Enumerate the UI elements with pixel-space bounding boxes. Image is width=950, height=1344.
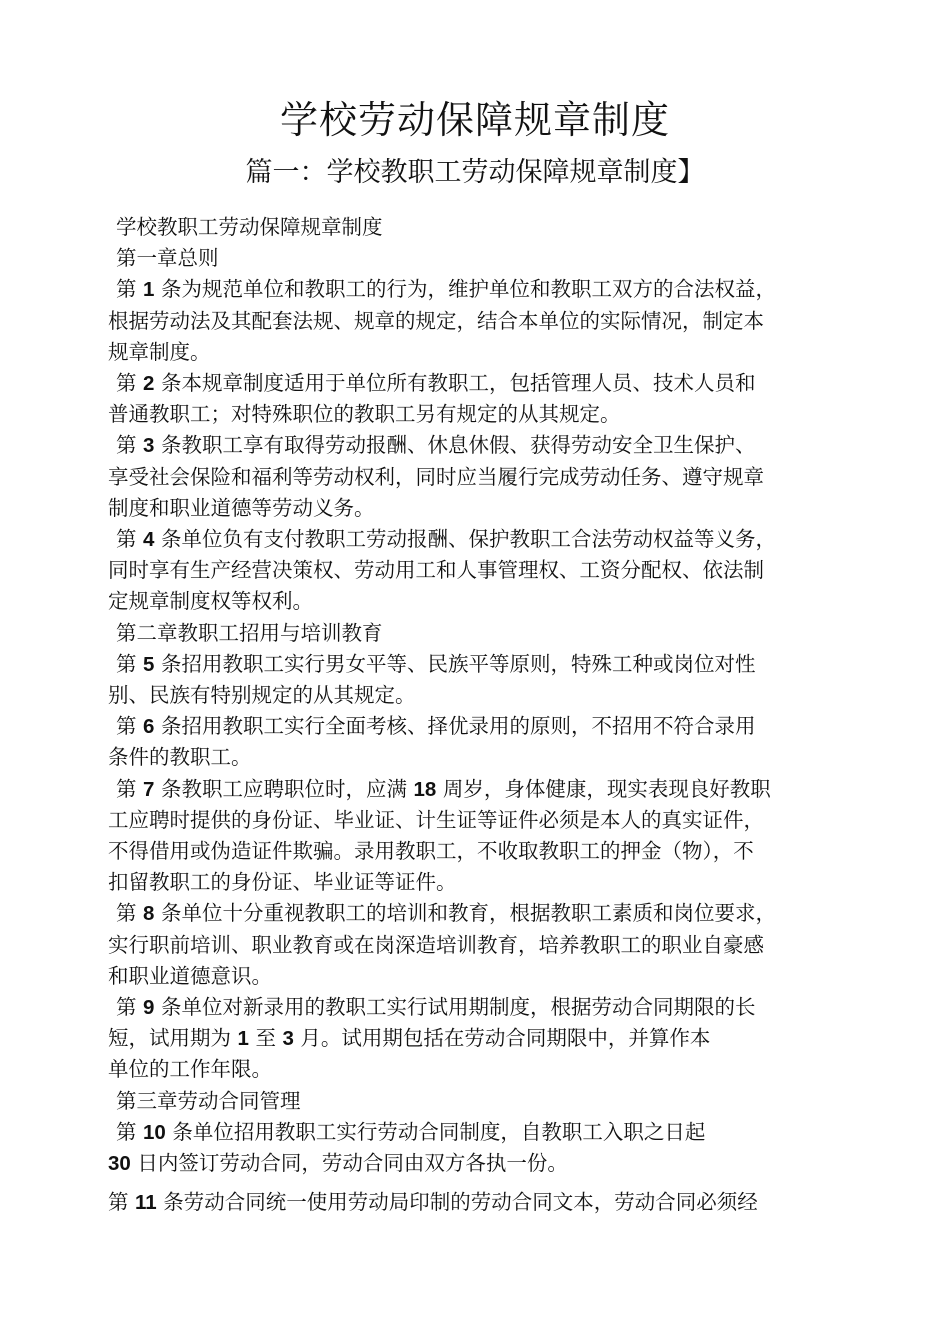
article-number: 11: [135, 1191, 157, 1215]
paragraph-line: 第 4 条单位负有支付教职工劳动报酬、保护教职工合法劳动权益等义务，: [116, 527, 776, 552]
paragraph-line: 工应聘时提供的身份证、毕业证、计生证等证件必须是本人的真实证件，: [108, 807, 764, 832]
article-number: 3: [282, 1027, 294, 1051]
article-number: 1: [143, 278, 155, 302]
paragraph-line: 定规章制度权等权利。: [108, 589, 313, 614]
paragraph-line: 短，试用期为 1 至 3 月。试用期包括在劳动合同期限中，并算作本: [108, 1026, 711, 1051]
paragraph-line: 第 3 条教职工享有取得劳动报酬、休息休假、获得劳动安全卫生保护、: [116, 433, 756, 458]
paragraph-line: 第 9 条单位对新录用的教职工实行试用期制度，根据劳动合同期限的长: [116, 995, 756, 1020]
paragraph-line: 实行职前培训、职业教育或在岗深造培训教育，培养教职工的职业自豪感: [108, 932, 764, 957]
paragraph-line: 第 2 条本规章制度适用于单位所有教职工，包括管理人员、技术人员和: [116, 371, 756, 396]
paragraph-line: 享受社会保险和福利等劳动权利，同时应当履行完成劳动任务、遵守规章: [108, 464, 764, 489]
document-subtitle: 篇一：学校教职工劳动保障规章制度】: [245, 157, 705, 188]
paragraph-line: 普通教职工；对特殊职位的教职工另有规定的从其规定。: [108, 402, 621, 427]
article-number: 30: [108, 1152, 131, 1176]
paragraph-line: 根据劳动法及其配套法规、规章的规定，结合本单位的实际情况，制定本: [108, 308, 764, 333]
paragraph-line: 同时享有生产经营决策权、劳动用工和人事管理权、工资分配权、依法制: [108, 558, 764, 583]
article-number: 5: [143, 652, 155, 676]
paragraph-line: 条件的教职工。: [108, 745, 252, 770]
chapter-heading: 第一章总则: [116, 246, 219, 271]
article-number: 18: [413, 777, 437, 801]
article-number: 3: [143, 434, 155, 458]
article-number: 2: [143, 372, 155, 396]
paragraph-line: 第 11 条劳动合同统一使用劳动局印制的劳动合同文本，劳动合同必须经: [108, 1190, 758, 1215]
paragraph-line: 和职业道德意识。: [108, 963, 272, 988]
paragraph-line: 规章制度。: [108, 339, 211, 364]
chapter-heading: 第三章劳动合同管理: [116, 1088, 301, 1113]
article-number: 6: [143, 715, 155, 739]
article-number: 1: [237, 1027, 249, 1051]
article-number: 9: [143, 996, 155, 1020]
paragraph-line: 第 1 条为规范单位和教职工的行为，维护单位和教职工双方的合法权益，: [116, 277, 776, 302]
paragraph-line: 第 7 条教职工应聘职位时，应满 18 周岁，身体健康，现实表现良好教职: [116, 776, 771, 801]
paragraph-line: 别、民族有特别规定的从其规定。: [108, 683, 416, 708]
article-number: 7: [143, 777, 155, 801]
chapter-heading: 第二章教职工招用与培训教育: [116, 620, 383, 645]
article-number: 4: [143, 528, 155, 552]
document-title: 学校劳动保障规章制度: [279, 98, 670, 142]
paragraph-line: 不得借用或伪造证件欺骗。录用教职工，不收取教职工的押金（物），不: [108, 839, 754, 864]
paragraph-line: 第 5 条招用教职工实行男女平等、民族平等原则，特殊工种或岗位对性: [116, 651, 756, 676]
article-number: 8: [143, 902, 155, 926]
paragraph-line: 扣留教职工的身份证、毕业证等证件。: [108, 870, 457, 895]
paragraph-line: 第 10 条单位招用教职工实行劳动合同制度，自教职工入职之日起: [116, 1119, 706, 1144]
paragraph-line: 学校教职工劳动保障规章制度: [116, 215, 383, 239]
document-body: [108, 212, 860, 1219]
paragraph-line: 30 日内签订劳动合同，劳动合同由双方各执一份。: [108, 1151, 568, 1176]
paragraph-line: 第 6 条招用教职工实行全面考核、择优录用的原则，不招用不符合录用: [116, 714, 756, 739]
paragraph-line: 第 8 条单位十分重视教职工的培训和教育，根据教职工素质和岗位要求，: [116, 901, 776, 926]
article-number: 10: [143, 1120, 166, 1144]
paragraph-line: 制度和职业道德等劳动义务。: [108, 495, 375, 520]
paragraph-line: 单位的工作年限。: [108, 1057, 272, 1082]
